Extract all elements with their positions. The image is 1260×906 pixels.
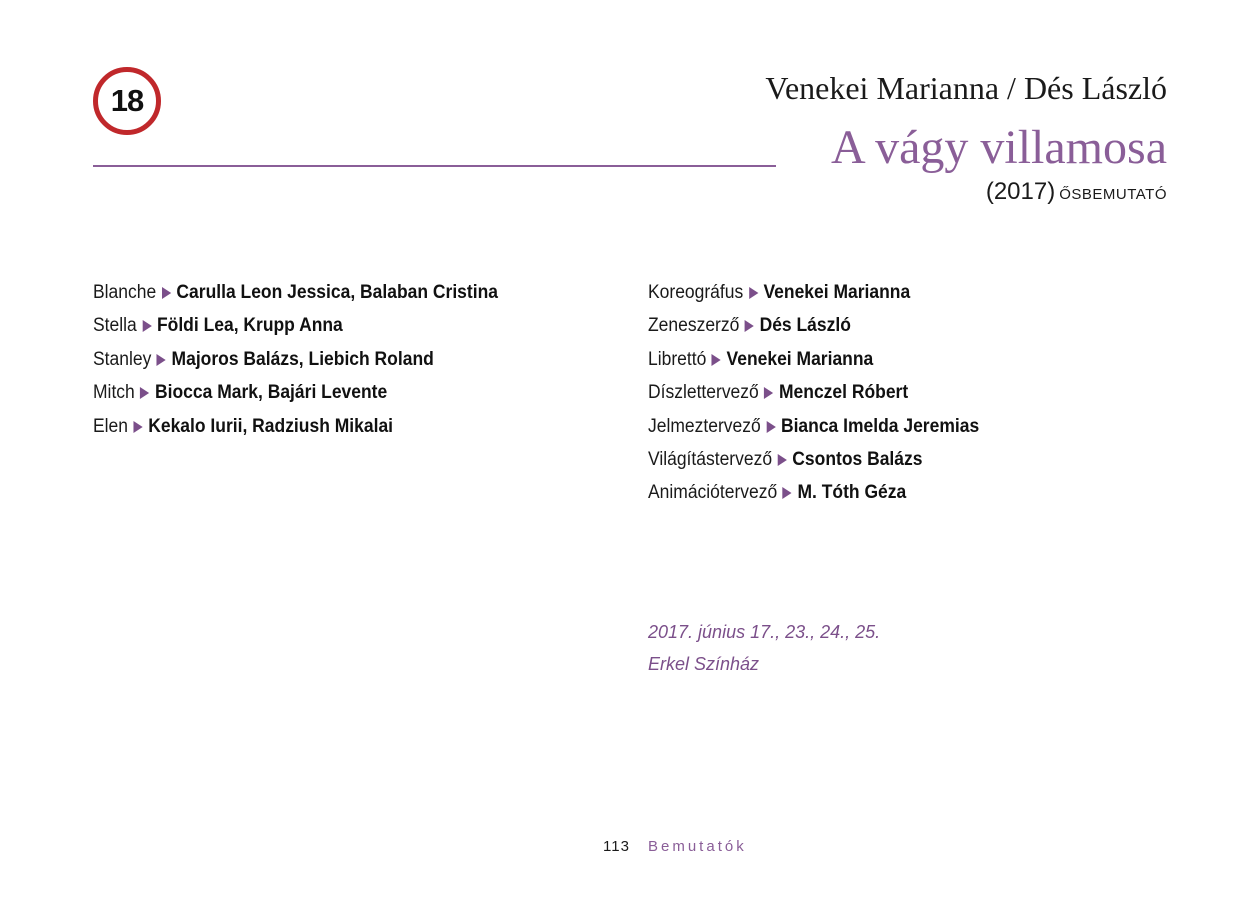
crew-role: Világítástervező: [648, 448, 773, 470]
cast-role: Mitch: [93, 382, 135, 404]
arrow-right-icon: [745, 320, 754, 332]
crew-names: Venekei Marianna: [763, 282, 911, 303]
crew-role: Díszlettervező: [648, 382, 759, 404]
crew-item: [648, 478, 979, 511]
arrow-right-icon: [712, 354, 721, 366]
crew-names: Dés László: [759, 315, 851, 337]
premiere-year: (2017): [985, 178, 1056, 205]
arrow-right-icon: [783, 487, 792, 499]
cast-role: Blanche: [93, 282, 157, 303]
cast-names: Carulla Leon Jessica, Balaban Cristina: [176, 282, 498, 303]
arrow-right-icon: [142, 320, 151, 332]
crew-role: Zeneszerző: [648, 315, 740, 337]
cast-names: Majoros Balázs, Liebich Roland: [171, 348, 434, 370]
premiere-subtitle: [986, 178, 1167, 206]
crew-item: [648, 378, 979, 411]
crew-role: Animációtervező: [648, 482, 778, 504]
crew-names: Menczel Róbert: [778, 382, 909, 404]
arrow-right-icon: [140, 387, 149, 399]
performance-venue: Erkel Színház: [648, 654, 760, 674]
crew-role: Jelmeztervező: [648, 415, 761, 437]
crew-item: [648, 445, 979, 478]
premiere-tag: ŐSBEMUTATÓ: [1059, 186, 1167, 203]
performance-info: [648, 616, 880, 680]
cast-item: [93, 345, 498, 378]
crew-list: [648, 278, 1008, 512]
cast-names: Kekalo Iurii, Radziush Mikalai: [148, 415, 394, 437]
cast-role: Elen: [93, 415, 128, 437]
crew-item: [648, 278, 979, 311]
crew-names: Csontos Balázs: [792, 448, 923, 470]
arrow-right-icon: [766, 421, 775, 433]
crew-role: Librettó: [648, 348, 707, 370]
cast-names: Földi Lea, Krupp Anna: [156, 315, 343, 337]
cast-role: Stella: [93, 315, 137, 337]
crew-names: Bianca Imelda Jeremias: [780, 415, 980, 437]
age-rating-number: 18: [110, 83, 144, 118]
cast-list: [93, 278, 533, 445]
page-number: 113: [603, 838, 630, 855]
crew-names: M. Tóth Géza: [797, 482, 907, 504]
cast-item: [93, 311, 498, 344]
arrow-right-icon: [749, 287, 758, 299]
arrow-right-icon: [778, 454, 787, 466]
arrow-right-icon: [157, 354, 166, 366]
section-name: Bemutatók: [648, 838, 747, 855]
authors-line: Venekei Marianna / Dés László: [765, 70, 1167, 106]
cast-item: [93, 378, 498, 411]
crew-item: [648, 412, 979, 445]
crew-item: [648, 345, 979, 378]
cast-item: [93, 412, 498, 445]
cast-role: Stanley: [93, 348, 152, 370]
title-divider: [93, 165, 776, 167]
arrow-right-icon: [134, 421, 143, 433]
production-title: A vágy villamosa: [831, 121, 1167, 174]
arrow-right-icon: [162, 287, 171, 299]
cast-item: [93, 278, 498, 311]
cast-names: Biocca Mark, Bajári Levente: [155, 382, 388, 404]
crew-role: Koreográfus: [648, 282, 744, 303]
arrow-right-icon: [764, 387, 773, 399]
age-rating-badge: [93, 67, 161, 135]
performance-dates: 2017. június 17., 23., 24., 25.: [648, 622, 881, 642]
crew-names: Venekei Marianna: [726, 348, 874, 370]
crew-item: [648, 311, 979, 344]
